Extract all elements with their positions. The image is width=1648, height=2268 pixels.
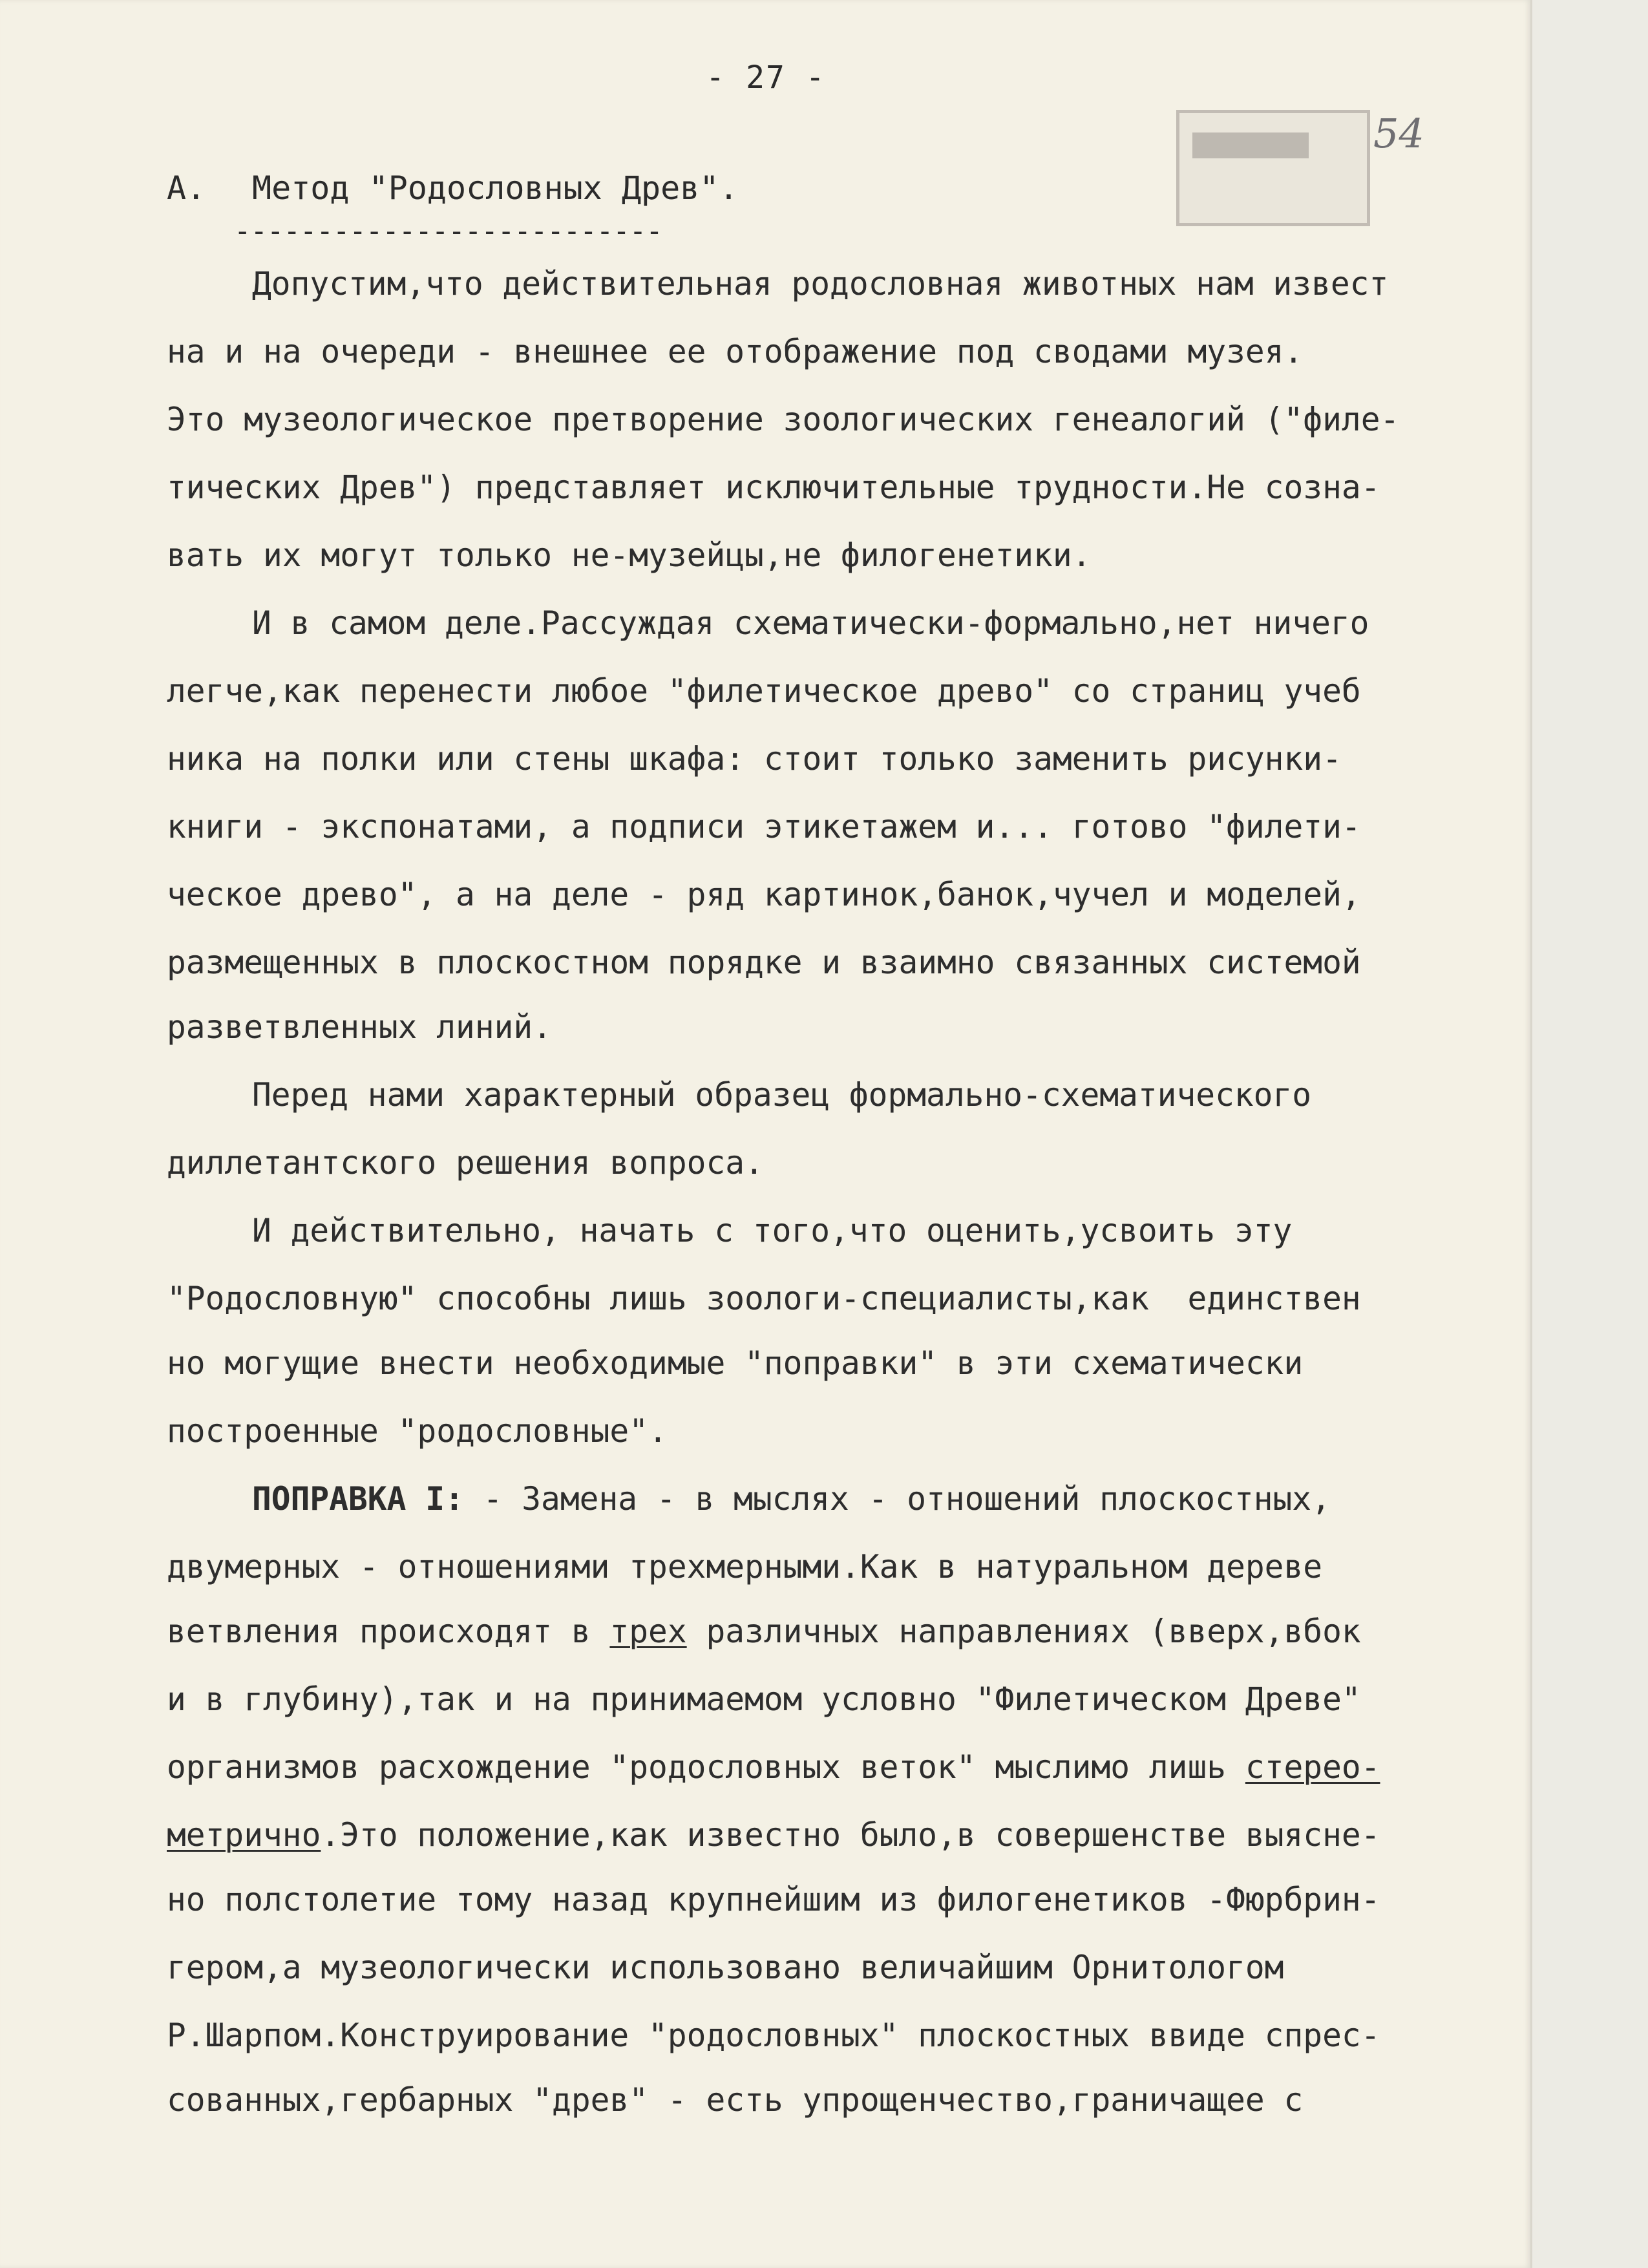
text-line: "Родословную" способны лишь зоологи-специалисты,как единствен <box>167 1280 1361 1317</box>
section-label: А. <box>167 169 206 207</box>
text-fragment: .Это положение,как известно было,в совершенстве выясне- <box>321 1816 1380 1854</box>
text-line: Допустим,что действительная родословная животных нам извест <box>252 265 1389 302</box>
underlined-word-stereo: стерео- <box>1245 1748 1380 1786</box>
section-title: Метод "Родословных Древ". <box>252 169 739 207</box>
text-line: но могущие внести необходимые "поправки" в эти схематически <box>167 1344 1304 1382</box>
popravka-label: ПОПРАВКА I: <box>252 1480 464 1518</box>
text-line: но полстолетие тому назад крупнейшим из филогенетиков -Фюрбрин- <box>167 1881 1380 1918</box>
text-line: сованных,гербарных "древ" - есть упрощенчество,граничащее с <box>167 2081 1304 2119</box>
text-fragment: ветвления происходят в <box>167 1613 610 1650</box>
text-line: вать их могут только не-музейцы,не филогенетики. <box>167 536 1092 574</box>
text-line: тических Древ") представляет исключительные трудности.Не созна- <box>167 469 1380 506</box>
text-line: И действительно, начать с того,что оценить,усвоить эту <box>252 1212 1293 1249</box>
underlined-word-trekh: трех <box>609 1613 687 1650</box>
title-dashed-underline: -------------------------- <box>234 215 662 248</box>
text-line-trekh <box>167 1613 1361 1650</box>
text-line: размещенных в плоскостном порядке и взаимно связанных системой <box>167 944 1361 981</box>
text-line: Это музеологическое претворение зоологических генеалогий ("филе- <box>167 401 1400 438</box>
text-line: И в самом деле.Рассуждая схематически-формально,нет ничего <box>252 604 1369 642</box>
text-fragment: организмов расхождение "родословных веток" мыслимо лишь <box>167 1748 1245 1786</box>
text-line: разветвленных линий. <box>167 1008 553 1046</box>
text-line: Р.Шарпом.Конструирование "родословных" плоскостных ввиде спрес- <box>167 2017 1380 2054</box>
text-line: построенные "родословные". <box>167 1412 668 1450</box>
text-fragment: - Замена - в мыслях - отношений плоскостных, <box>463 1480 1331 1518</box>
text-line-stereo <box>167 1748 1380 1786</box>
text-line: ческое древо", а на деле - ряд картинок,банок,чучел и моделей, <box>167 876 1361 913</box>
archive-stamp-mark <box>1192 132 1309 158</box>
text-line: ника на полки или стены шкафа: стоит только заменить рисунки- <box>167 740 1342 778</box>
text-line: Перед нами характерный образец формально-схематического <box>252 1076 1312 1114</box>
text-line-popravka <box>252 1480 1331 1518</box>
sheet-edge <box>1530 0 1532 2268</box>
archive-stamp <box>1176 110 1370 226</box>
text-fragment: различных направлениях (вверх,вбок <box>686 1613 1361 1650</box>
text-line: на и на очереди - внешнее ее отображение под сводами музея. <box>167 333 1304 370</box>
text-line: гером,а музеологически использовано величайшим Орнитологом <box>167 1949 1284 1986</box>
text-line-metrichno <box>167 1816 1380 1854</box>
page-number: - 27 - <box>706 59 826 96</box>
handwritten-folio-number: 54 <box>1373 110 1424 157</box>
underlined-word-metrichno: метрично <box>167 1816 321 1854</box>
text-line: книги - экспонатами, а подписи этикетажем и... готово "филети- <box>167 808 1361 845</box>
text-line: и в глубину),так и на принимаемом условно "Филетическом Древе" <box>167 1680 1361 1718</box>
text-line: легче,как перенести любое "филетическое древо" со страниц учеб <box>167 672 1361 710</box>
text-line: двумерных - отношениями трехмерными.Как в натуральном дереве <box>167 1548 1323 1585</box>
text-line: диллетантского решения вопроса. <box>167 1144 764 1182</box>
